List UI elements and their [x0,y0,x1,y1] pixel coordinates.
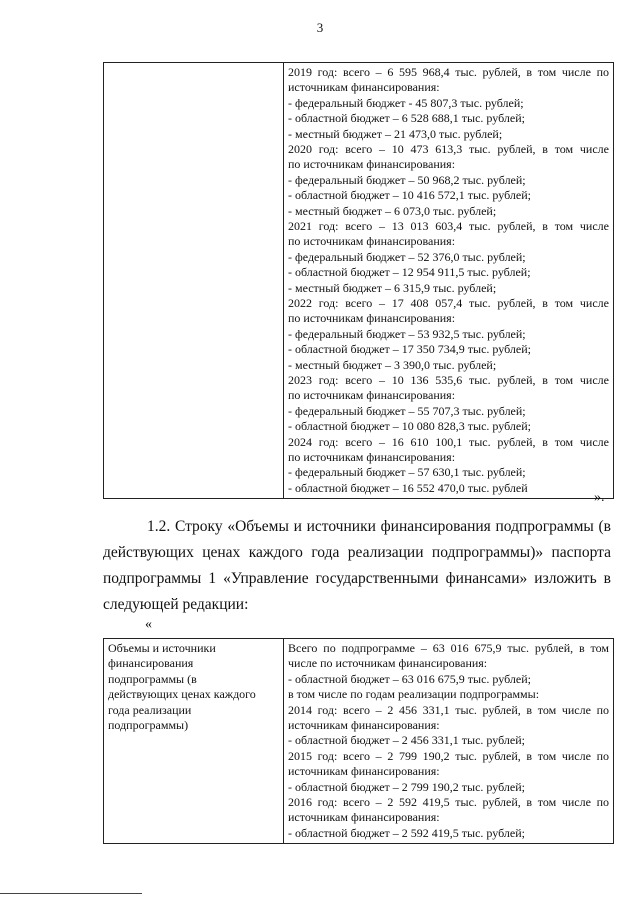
table-line: 2021 год: всего – 13 013 603,4 тыс. рублей, в том числе [288,219,609,234]
row-title-line: финансирования [108,656,194,671]
table-line: - федеральный бюджет – 50 968,2 тыс. рублей; [288,172,526,187]
table-cell-funding-details [284,639,614,844]
row-title-line: года реализации [108,702,192,717]
table-line: - областной бюджет – 12 954 911,5 тыс. рублей; [288,265,531,280]
table-line: - областной бюджет – 63 016 675,9 тыс. рублей; [288,671,531,686]
table-line: - областной бюджет – 16 552 470,0 тыс. рублей [288,480,528,495]
table-line: 2023 год: всего – 10 136 535,6 тыс. рублей, в том числе [288,373,609,388]
table-line: - местный бюджет – 6 073,0 тыс. рублей; [288,203,497,218]
table-line: - федеральный бюджет – 55 707,3 тыс. рублей; [288,403,526,418]
table-line: 2016 год: всего – 2 592 419,5 тыс. рублей, в том числе по [288,795,609,810]
table-line: 2022 год: всего – 17 408 057,4 тыс. рублей, в том числе [288,296,609,311]
table-line: по источникам финансирования: [288,388,456,403]
table-line: источникам финансирования: [288,718,440,732]
table-line: - областной бюджет – 2 799 190,2 тыс. рублей; [288,779,525,794]
table-line: источникам финансирования: [288,810,440,825]
table-line: по источникам финансирования: [288,157,456,172]
row-title-line: подпрограммы (в [108,671,197,686]
table-line: - областной бюджет – 17 350 734,9 тыс. рублей; [288,342,531,357]
table-line: - федеральный бюджет – 57 630,1 тыс. рублей; [288,465,526,480]
table-cell-empty [104,63,284,499]
table-line: - местный бюджет – 21 473,0 тыс. рублей; [288,126,503,141]
paragraph-line: действующих ценах каждого года реализации подпрограммы)» паспорта [103,544,611,561]
table-line: 2014 год: всего – 2 456 331,1 тыс. рублей, в том числе по [288,702,609,717]
paragraph-line: следующей редакции: [103,596,249,613]
table-line: - областной бюджет – 2 456 331,1 тыс. рублей; [288,733,525,748]
table-line: 2020 год: всего – 10 473 613,3 тыс. рублей, в том числе [288,142,609,157]
table-line: по источникам финансирования: [288,311,456,326]
row-title-line: Объемы и источники [108,641,216,655]
table-line: - областной бюджет – 10 416 572,1 тыс. рублей; [288,188,531,203]
table-line: Всего по подпрограмме – 63 016 675,9 тыс. рублей, в том [288,641,609,655]
table-row [104,63,614,499]
table-line: - областной бюджет – 10 080 828,3 тыс. рублей; [288,419,531,434]
table-line: источникам финансирования: [288,80,440,95]
table-line: по источникам финансирования: [288,234,456,249]
paragraph-line: 1.2. Строку «Объемы и источники финансирования подпрограммы (в [147,518,611,535]
table-line: - федеральный бюджет – 53 932,5 тыс. рублей; [288,326,526,341]
paragraph-line: подпрограммы 1 «Управление государственными финансами» изложить в [103,570,611,587]
table-cell-row-title [104,639,284,844]
table-cell-funding-by-year [284,63,614,499]
table-line: в том числе по годам реализации подпрограммы: [288,687,540,702]
table-line: - федеральный бюджет - 45 807,3 тыс. рублей; [288,95,524,110]
page-number: 3 [316,20,324,35]
table-line: - областной бюджет – 2 592 419,5 тыс. рублей; [288,825,525,840]
funding-table-continued [103,62,614,499]
table-line: 2024 год: всего – 16 610 100,1 тыс. рублей, в том числе [288,434,609,449]
table-line: по источникам финансирования: [288,450,456,465]
table-line: - местный бюджет – 3 390,0 тыс. рублей; [288,357,497,372]
table-line: - местный бюджет – 6 315,9 тыс. рублей; [288,280,497,295]
table-line: - федеральный бюджет – 52 376,0 тыс. рублей; [288,249,526,264]
table-line: - областной бюджет – 6 528 688,1 тыс. рублей; [288,111,525,126]
table-row [104,639,614,844]
row-title-line: подпрограммы) [108,718,189,733]
amendment-paragraph [103,514,611,618]
table-line: 2015 год: всего – 2 799 190,2 тыс. рублей, в том числе по [288,748,609,763]
table-line: источникам финансирования: [288,764,440,779]
row-title-line: действующих ценах каждого [108,687,256,702]
table-line: 2019 год: всего – 6 595 968,4 тыс. рублей, в том числе по [288,65,609,79]
funding-table-new [103,638,614,844]
table-line: числе по источникам финансирования: [288,656,488,671]
footnote-divider [0,893,142,894]
closing-quote: ». [594,490,605,505]
opening-quote: « [145,617,152,632]
